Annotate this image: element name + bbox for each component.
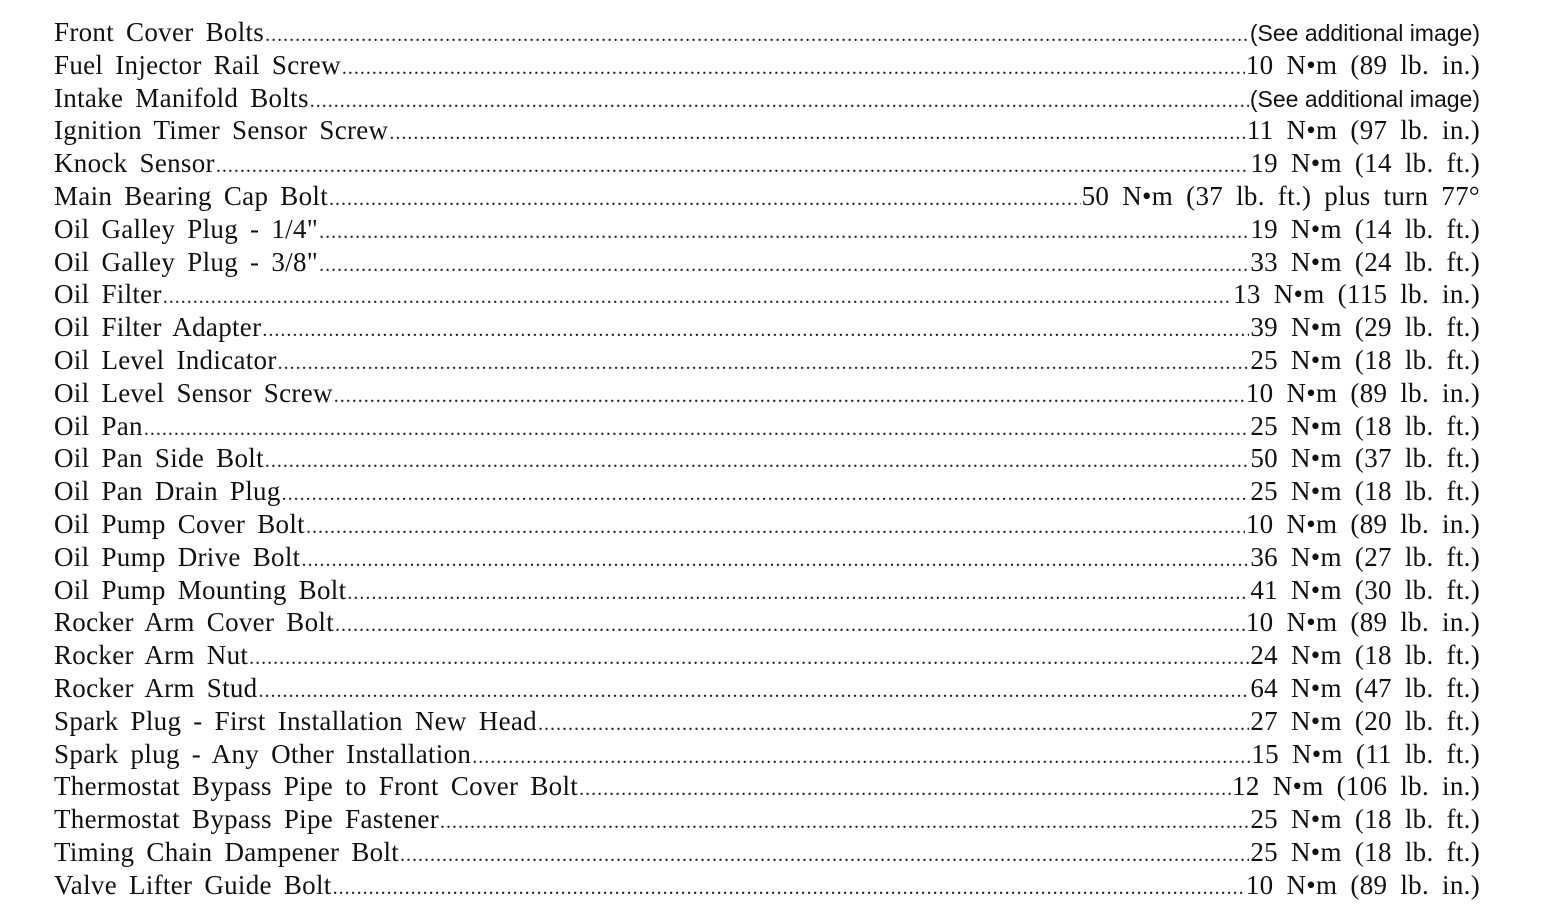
spec-row — [54, 378, 1480, 411]
spec-row — [54, 443, 1480, 476]
spec-value: 64 N•m (47 lb. ft.) — [1250, 672, 1480, 703]
dot-leader — [163, 286, 1232, 309]
spec-label: Oil Pump Drive Bolt — [54, 541, 301, 572]
spec-label: Oil Filter — [54, 279, 162, 310]
spec-row — [54, 247, 1480, 280]
dot-leader — [319, 254, 1249, 277]
spec-label: Spark plug - Any Other Installation — [54, 738, 472, 769]
spec-label: Oil Level Indicator — [54, 344, 277, 375]
dot-leader — [319, 221, 1249, 244]
spec-label: Timing Chain Dampener Bolt — [54, 836, 400, 867]
dot-leader — [347, 582, 1249, 605]
spec-row — [54, 279, 1480, 312]
dot-leader — [389, 122, 1246, 145]
spec-value: 12 N•m (106 lb. in.) — [1232, 771, 1480, 802]
spec-label: Valve Lifter Guide Bolt — [54, 869, 332, 900]
spec-row — [54, 575, 1480, 608]
spec-label: Rocker Arm Stud — [54, 672, 258, 703]
spec-row — [54, 214, 1480, 247]
spec-label: Knock Sensor — [54, 148, 215, 179]
dot-leader — [440, 811, 1249, 834]
spec-value: 39 N•m (29 lb. ft.) — [1250, 312, 1480, 343]
spec-value: 24 N•m (18 lb. ft.) — [1250, 640, 1480, 671]
spec-value: 19 N•m (14 lb. ft.) — [1250, 148, 1480, 179]
spec-row — [54, 312, 1480, 345]
spec-value: 25 N•m (18 lb. ft.) — [1250, 344, 1480, 375]
dot-leader — [265, 450, 1249, 473]
torque-spec-list — [54, 17, 1480, 903]
spec-label: Ignition Timer Sensor Screw — [54, 115, 389, 146]
spec-row — [54, 345, 1480, 378]
dot-leader — [400, 844, 1249, 867]
spec-label: Rocker Arm Nut — [54, 640, 249, 671]
spec-label: Oil Galley Plug - 1/4" — [54, 213, 319, 244]
spec-value: 11 N•m (97 lb. in.) — [1246, 115, 1480, 146]
dot-leader — [301, 549, 1249, 572]
spec-row — [54, 804, 1480, 837]
spec-label: Oil Pan — [54, 410, 143, 441]
spec-value: 25 N•m (18 lb. ft.) — [1250, 804, 1480, 835]
dot-leader — [216, 155, 1250, 178]
spec-row — [54, 706, 1480, 739]
dot-leader — [262, 319, 1249, 342]
spec-row — [54, 181, 1480, 214]
spec-row — [54, 148, 1480, 181]
dot-leader — [265, 24, 1249, 47]
spec-value: 50 N•m (37 lb. ft.) plus turn 77° — [1081, 180, 1480, 211]
dot-leader — [472, 746, 1250, 769]
spec-value: 10 N•m (89 lb. in.) — [1245, 49, 1480, 80]
spec-value: (See additional image) — [1249, 20, 1480, 46]
spec-label: Intake Manifold Bolts — [54, 82, 309, 113]
spec-label: Fuel Injector Rail Screw — [54, 49, 341, 80]
dot-leader — [329, 188, 1081, 211]
spec-value: 10 N•m (89 lb. in.) — [1245, 508, 1480, 539]
spec-value: 25 N•m (18 lb. ft.) — [1250, 476, 1480, 507]
dot-leader — [306, 516, 1245, 539]
spec-value: (See additional image) — [1249, 85, 1480, 112]
spec-row — [54, 640, 1480, 673]
dot-leader — [259, 680, 1250, 703]
dot-leader — [335, 614, 1245, 637]
spec-value: 19 N•m (14 lb. ft.) — [1250, 213, 1480, 244]
dot-leader — [249, 647, 1249, 670]
spec-value: 27 N•m (20 lb. ft.) — [1250, 705, 1480, 736]
spec-label: Oil Pump Mounting Bolt — [54, 574, 347, 605]
spec-row — [54, 411, 1480, 444]
spec-row — [54, 607, 1480, 640]
dot-leader — [538, 713, 1249, 736]
spec-row — [54, 673, 1480, 706]
dot-leader — [342, 57, 1245, 80]
spec-label: Oil Filter Adapter — [54, 312, 262, 343]
spec-label: Oil Galley Plug - 3/8" — [54, 246, 319, 277]
spec-label: Rocker Arm Cover Bolt — [54, 607, 335, 638]
spec-value: 41 N•m (30 lb. ft.) — [1250, 574, 1480, 605]
spec-value: 10 N•m (89 lb. in.) — [1245, 869, 1480, 900]
spec-value: 25 N•m (18 lb. ft.) — [1250, 836, 1480, 867]
dot-leader — [579, 778, 1231, 801]
spec-label: Front Cover Bolts — [54, 17, 265, 47]
spec-row — [54, 83, 1480, 116]
spec-label: Spark Plug - First Installation New Head — [54, 705, 537, 736]
spec-row — [54, 870, 1480, 903]
spec-value: 36 N•m (27 lb. ft.) — [1250, 541, 1480, 572]
spec-label: Oil Pump Cover Bolt — [54, 508, 305, 539]
spec-label: Main Bearing Cap Bolt — [54, 180, 329, 211]
spec-row — [54, 837, 1480, 870]
spec-value: 15 N•m (11 lb. ft.) — [1251, 738, 1480, 769]
spec-value: 10 N•m (89 lb. in.) — [1245, 377, 1480, 408]
spec-row — [54, 476, 1480, 509]
dot-leader — [334, 385, 1245, 408]
dot-leader — [310, 90, 1249, 113]
spec-value: 13 N•m (115 lb. in.) — [1233, 279, 1480, 310]
spec-label: Oil Pan Side Bolt — [54, 443, 264, 474]
spec-label: Thermostat Bypass Pipe Fastener — [54, 804, 439, 835]
spec-row — [54, 771, 1480, 804]
spec-row — [54, 509, 1480, 542]
spec-row — [54, 739, 1480, 772]
spec-value: 33 N•m (24 lb. ft.) — [1250, 246, 1480, 277]
dot-leader — [278, 352, 1250, 375]
spec-label: Oil Level Sensor Screw — [54, 377, 333, 408]
dot-leader — [282, 483, 1250, 506]
spec-value: 50 N•m (37 lb. ft.) — [1250, 443, 1480, 474]
dot-leader — [144, 418, 1250, 441]
spec-row — [54, 50, 1480, 83]
spec-value: 10 N•m (89 lb. in.) — [1245, 607, 1480, 638]
spec-label: Oil Pan Drain Plug — [54, 476, 281, 507]
spec-row — [54, 115, 1480, 148]
spec-label: Thermostat Bypass Pipe to Front Cover Bolt — [54, 771, 579, 802]
dot-leader — [333, 877, 1245, 900]
spec-row — [54, 542, 1480, 575]
spec-value: 25 N•m (18 lb. ft.) — [1250, 410, 1480, 441]
spec-row — [54, 17, 1480, 50]
